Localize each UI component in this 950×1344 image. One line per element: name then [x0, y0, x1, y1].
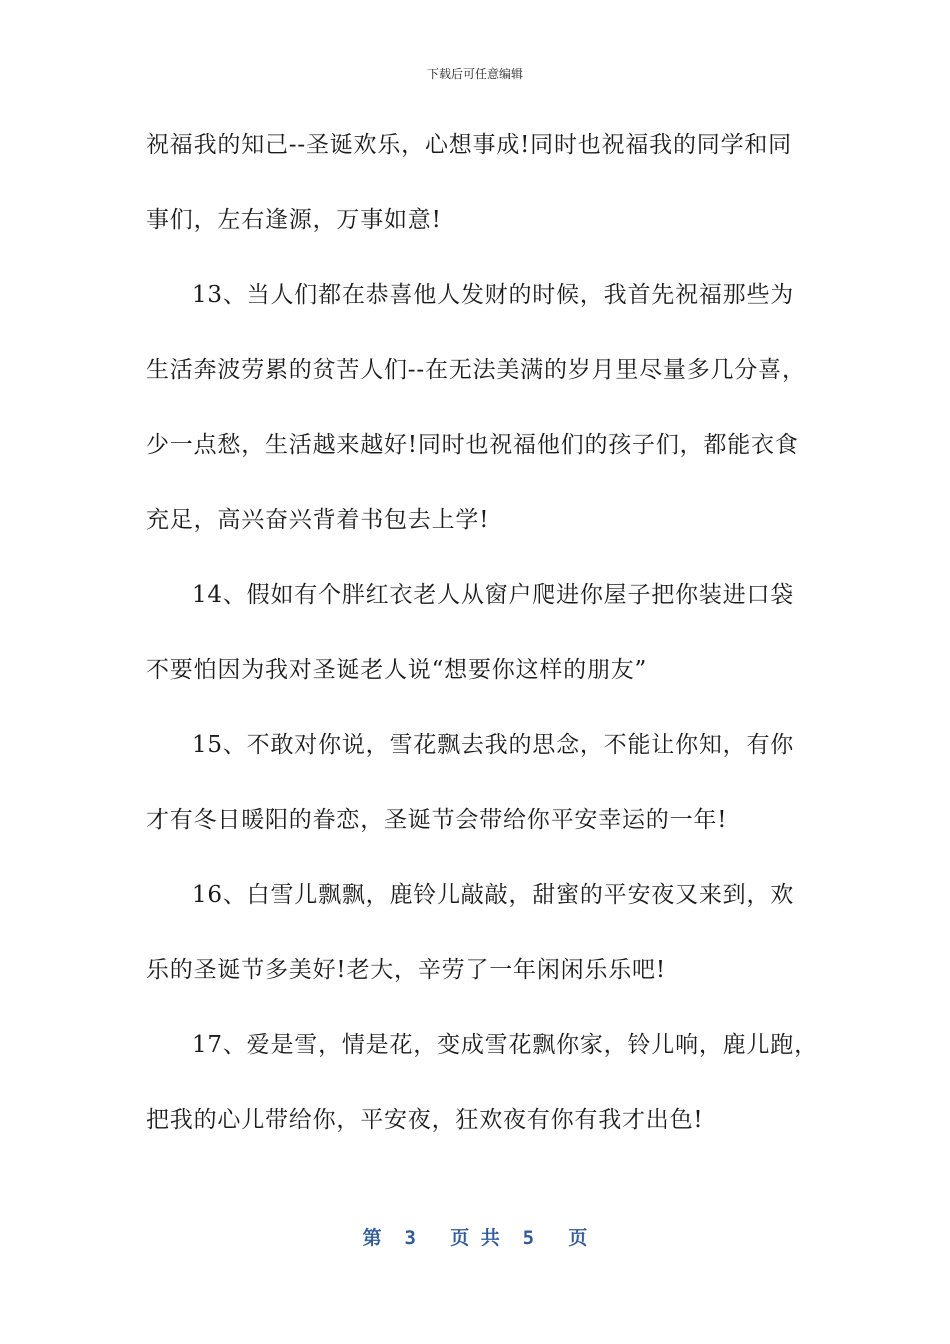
text-line: 才有冬日暖阳的眷恋，圣诞节会带给你平安幸运的一年! [146, 807, 728, 833]
text-line: 把我的心儿带给你，平安夜，狂欢夜有你有我才出色! [146, 1107, 704, 1133]
text-line: 事们，左右逢源，万事如意! [146, 207, 442, 233]
page-number-footer: 第 3 页 共 5 页 [362, 1227, 588, 1249]
header-note: 下载后可任意编辑 [426, 67, 523, 81]
paragraph-start-13: 13、当人们都在恭喜他人发财的时候，我首先祝福那些为 [192, 282, 795, 308]
paragraph-start-16: 16、白雪儿飘飘，鹿铃儿敲敲，甜蜜的平安夜又来到，欢 [192, 882, 795, 908]
paragraph-start-14: 14、假如有个胖红衣老人从窗户爬进你屋子把你装进口袋 [192, 582, 795, 608]
text-line: 少一点愁，生活越来越好!同时也祝福他们的孩子们，都能衣食 [146, 432, 799, 458]
text-line: 乐的圣诞节多美好!老大，辛劳了一年闲闲乐乐吧! [146, 957, 666, 983]
paragraph-start-15: 15、不敢对你说，雪花飘去我的思念，不能让你知，有你 [192, 732, 795, 758]
document-body [146, 108, 818, 1158]
text-line: 祝福我的知己--圣诞欢乐，心想事成!同时也祝福我的同学和同 [146, 132, 792, 158]
paragraph-start-17: 17、爱是雪，情是花，变成雪花飘你家，铃儿响，鹿儿跑， [192, 1032, 818, 1058]
text-line: 生活奔波劳累的贫苦人们--在无法美满的岁月里尽量多几分喜， [146, 357, 806, 383]
text-line: 充足，高兴奋兴背着书包去上学! [146, 507, 490, 533]
text-line: 不要怕因为我对圣诞老人说“想要你这样的朋友” [146, 657, 648, 683]
